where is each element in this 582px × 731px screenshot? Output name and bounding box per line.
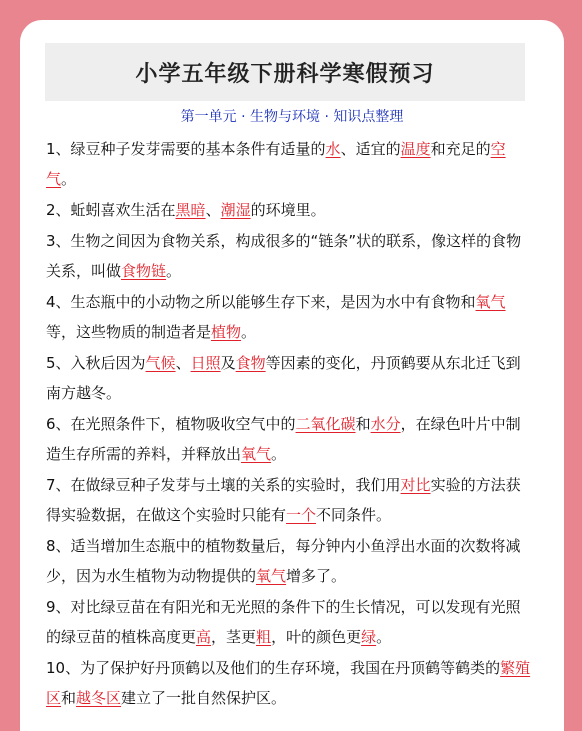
highlighted-answer: 水分 [370, 415, 401, 433]
point-text: 不同条件。 [316, 506, 392, 524]
highlighted-answer: 氧气 [256, 567, 287, 585]
point-text: 和 [355, 415, 371, 433]
point-text: 5、入秋后因为 [46, 354, 146, 372]
page-title: 小学五年级下册科学寒假预习 [135, 60, 435, 87]
point-text: 、适宜的 [340, 140, 401, 158]
point-text: 及 [220, 354, 236, 372]
highlighted-answer: 繁殖区 [46, 659, 531, 707]
knowledge-point-item [46, 409, 534, 469]
knowledge-point-item [46, 348, 534, 408]
point-text: 和充足的 [430, 140, 491, 158]
highlighted-answer: 粗 [256, 628, 272, 646]
point-text: 、 [205, 201, 221, 219]
point-text: 等因素的变化，丹顶鹤要从东北迁飞到南方越冬。 [46, 354, 521, 402]
highlighted-answer: 植物 [211, 323, 242, 341]
highlighted-answer: 食物 [235, 354, 266, 372]
highlighted-answer: 空气 [46, 140, 506, 188]
highlighted-answer: 潮湿 [220, 201, 251, 219]
highlighted-answer: 二氧化碳 [295, 415, 356, 433]
knowledge-point-list [46, 134, 534, 714]
point-text: ，在绿色叶片中制造生存所需的养料，并释放出 [46, 415, 521, 463]
point-text: 。 [241, 323, 257, 341]
highlighted-answer: 食物链 [121, 262, 167, 280]
point-text: 实验的方法获得实验数据，在做这个实验时只能有 [46, 476, 521, 524]
highlighted-answer: 氧气 [241, 445, 272, 463]
point-text: 、 [175, 354, 191, 372]
point-text: 等，这些物质的制造者是 [46, 323, 212, 341]
knowledge-point-item [46, 134, 534, 194]
point-text: 的环境里。 [250, 201, 326, 219]
knowledge-point-item [46, 195, 534, 225]
knowledge-point-item [46, 287, 534, 347]
highlighted-answer: 水 [325, 140, 341, 158]
highlighted-answer: 对比 [400, 476, 431, 494]
knowledge-point-item [46, 592, 534, 652]
point-text: 建立了一批自然保护区。 [121, 689, 287, 707]
point-text: 。 [166, 262, 182, 280]
title-banner [45, 43, 525, 101]
point-text: ，茎更 [211, 628, 257, 646]
point-text: 9、对比绿豆苗在有阳光和无光照的条件下的生长情况，可以发现有光照的绿豆苗的植株高度更 [46, 598, 521, 646]
point-text: 4、生态瓶中的小动物之所以能够生存下来，是因为水中有食物和 [46, 293, 476, 311]
point-text: 6、在光照条件下，植物吸收空气中的 [46, 415, 296, 433]
highlighted-answer: 绿 [361, 628, 377, 646]
point-text: 。 [271, 445, 287, 463]
highlighted-answer: 高 [196, 628, 212, 646]
knowledge-point-item [46, 226, 534, 286]
point-text: 1、绿豆种子发芽需要的基本条件有适量的 [46, 140, 326, 158]
knowledge-point-item [46, 470, 534, 530]
highlighted-answer: 黑暗 [175, 201, 206, 219]
highlighted-answer: 一个 [286, 506, 317, 524]
knowledge-point-item [46, 653, 534, 713]
point-text: 10、为了保护好丹顶鹤以及他们的生存环境，我国在丹顶鹤等鹤类的 [46, 659, 501, 677]
point-text: 8、适当增加生态瓶中的植物数量后，每分钟内小鱼浮出水面的次数将减少，因为水生植物为动物提供的 [46, 537, 521, 585]
point-text: 增多了。 [286, 567, 347, 585]
section-subtitle: 第一单元 · 生物与环境 · 知识点整理 [180, 109, 404, 125]
point-text: 。 [376, 628, 392, 646]
knowledge-point-item [46, 531, 534, 591]
point-text: 3、生物之间因为食物关系，构成很多的“链条”状的联系，像这样的食物关系，叫做 [46, 232, 522, 280]
point-text: 7、在做绿豆种子发芽与土壤的关系的实验时，我们用 [46, 476, 401, 494]
highlighted-answer: 越冬区 [76, 689, 122, 707]
highlighted-answer: 温度 [400, 140, 431, 158]
point-text: 和 [61, 689, 77, 707]
document-card [20, 20, 564, 731]
point-text: 2、蚯蚓喜欢生活在 [46, 201, 176, 219]
point-text: ，叶的颜色更 [271, 628, 362, 646]
highlighted-answer: 日照 [190, 354, 221, 372]
point-text: 。 [61, 170, 77, 188]
highlighted-answer: 气候 [145, 354, 176, 372]
highlighted-answer: 氧气 [475, 293, 506, 311]
